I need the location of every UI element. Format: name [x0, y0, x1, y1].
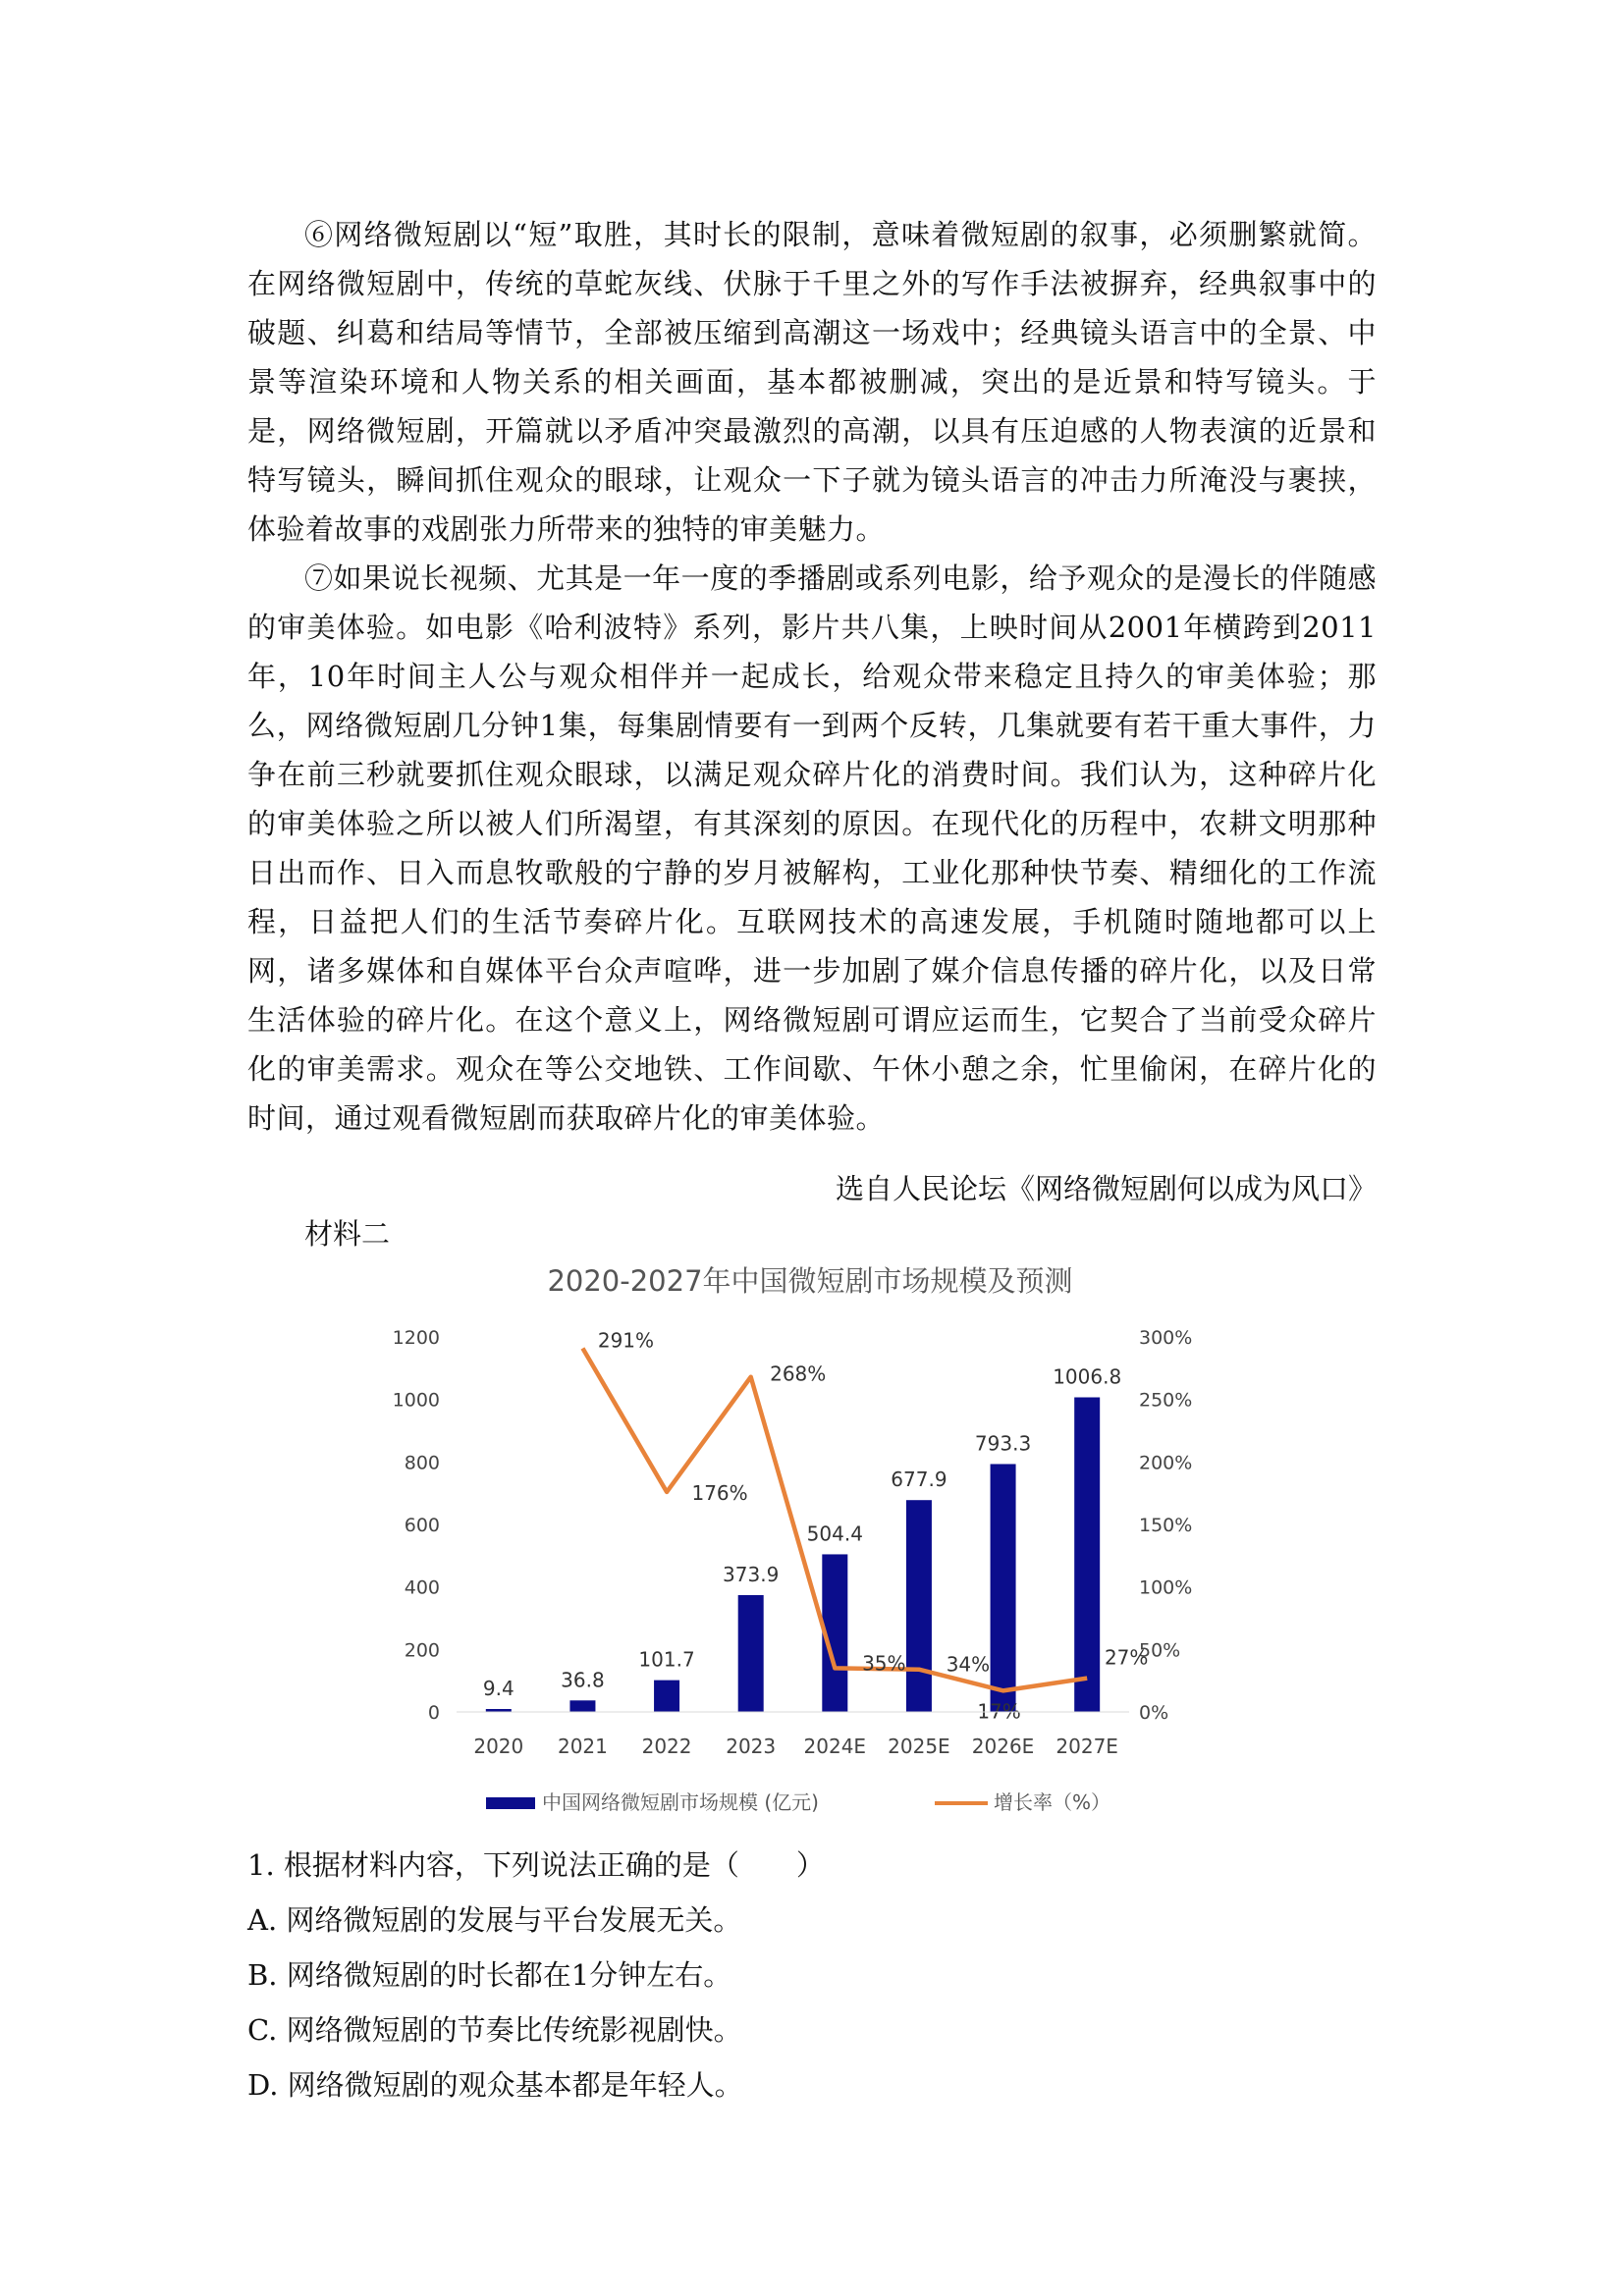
bar-value-label: 101.7 [638, 1647, 695, 1672]
right-tick-label: 250% [1139, 1389, 1193, 1412]
growth-value-label: 35% [862, 1651, 906, 1676]
bar [569, 1700, 595, 1712]
left-axis [393, 1327, 440, 1724]
chart-svg [353, 1252, 1267, 1841]
left-tick-label: 400 [404, 1576, 440, 1599]
bar-value-label: 9.4 [482, 1677, 514, 1701]
bar-value-label: 36.8 [561, 1668, 605, 1692]
growth-value-label: 34% [946, 1652, 991, 1677]
material-label: 材料二 [304, 1217, 391, 1251]
growth-value-label: 176% [691, 1480, 748, 1505]
right-tick-label: 100% [1139, 1576, 1193, 1599]
legend-line-label: 增长率（%） [994, 1790, 1111, 1814]
chart-legend [486, 1790, 1110, 1814]
question-stem-close: ） [795, 1848, 825, 1882]
option-d[interactable]: D. 网络微短剧的观众基本都是年轻人。 [247, 2068, 743, 2102]
right-tick-label: 150% [1139, 1515, 1193, 1536]
left-tick-label: 0 [427, 1702, 440, 1724]
option-a[interactable]: A. 网络微短剧的发展与平台发展无关。 [247, 1903, 742, 1937]
chart-title: 2020-2027年中国微短剧市场规模及预测 [547, 1264, 1073, 1298]
paragraph-7: ⑦如果说长视频、尤其是一年一度的季播剧或系列电影，给予观众的是漫长的伴随感的审美体验。如电影《哈利波特》系列，影片共八集，上映时间从2001年横跨到2011年，10年时间主人公与观众相伴并一起成长，给观众带来稳定且持久的审美体验；那么，网络微短剧几分钟1集，每集剧情要有一到两个反转，几集就要有若干重大事件，力争在前三秒就要抓住观众眼球，以满足观众碎片化的消费时间。我们认为，这种碎片化的审美体验之所以被人们所渴望，有其深刻的原因。在现代化的历程中，农耕文明那种日出而作、日入而息牧歌般的宁静的岁月被解构，工业化那种快节奏、精细化的工作流程，日益把人们的生活节奏碎片化。互联网技术的高速发展，手机随时随地都可以上网，诸多媒体和自媒体平台众声喧哗，进一步加剧了媒介信息传播的碎片化，以及日常生活体验的碎片化。在这个意义上，网络微短剧可谓应运而生，它契合了当前受众碎片化的审美需求。观众在等公交地铁、工作间歇、午休小憩之余，忙里偷闲，在碎片化的时间，通过观看微短剧而获取碎片化的审美体验。 [247, 561, 1377, 1135]
source-citation: 选自人民论坛《网络微短剧何以成为风口》 [835, 1172, 1377, 1205]
left-tick-label: 200 [404, 1639, 440, 1662]
x-tick-label: 2022 [641, 1735, 692, 1758]
left-tick-label: 1200 [392, 1327, 440, 1349]
left-tick-label: 1000 [392, 1389, 440, 1412]
bar-value-label: 677.9 [891, 1468, 947, 1492]
right-tick-label: 200% [1139, 1452, 1193, 1474]
bar [1074, 1398, 1100, 1712]
bar-series [483, 1365, 1121, 1712]
x-tick-label: 2023 [726, 1735, 777, 1758]
question-stem-text: 1. 根据材料内容，下列说法正确的是（ [247, 1848, 739, 1882]
passage [247, 210, 1377, 1143]
right-tick-label: 0% [1139, 1702, 1169, 1724]
legend-bar-swatch [486, 1797, 535, 1809]
x-tick-label: 2026E [971, 1735, 1035, 1758]
option-c[interactable]: C. 网络微短剧的节奏比传统影视剧快。 [247, 2013, 742, 2047]
bar [738, 1595, 764, 1712]
bar-value-label: 1006.8 [1053, 1364, 1122, 1389]
right-tick-label: 50% [1139, 1639, 1181, 1662]
bar [991, 1464, 1016, 1712]
growth-value-label: 27% [1104, 1645, 1149, 1670]
growth-value-label: 17% [977, 1699, 1021, 1724]
left-tick-label: 600 [404, 1515, 440, 1536]
question-1 [247, 1838, 1377, 2112]
x-tick-label: 2024E [803, 1735, 867, 1758]
bar [906, 1500, 932, 1712]
bar [654, 1681, 679, 1712]
question-stem [247, 1838, 1377, 1893]
left-tick-label: 800 [404, 1452, 440, 1474]
legend-bar-label: 中国网络微短剧市场规模 (亿元) [542, 1790, 819, 1814]
paragraph-6: ⑥网络微短剧以“短”取胜，其时长的限制，意味着微短剧的叙事，必须删繁就简。在网络微短剧中，传统的草蛇灰线、伏脉于千里之外的写作手法被摒弃，经典叙事中的破题、纠葛和结局等情节，全部被压缩到高潮这一场戏中；经典镜头语言中的全景、中景等渲染环境和人物关系的相关画面，基本都被删减，突出的是近景和特写镜头。于是，网络微短剧，开篇就以矛盾冲突最激烈的高潮，以具有压迫感的人物表演的近景和特写镜头，瞬间抓住观众的眼球，让观众一下子就为镜头语言的冲击力所淹没与裹挟，体验着故事的戏剧张力所带来的独特的审美魅力。 [247, 218, 1377, 546]
x-axis [457, 1712, 1129, 1758]
option-b[interactable]: B. 网络微短剧的时长都在1分钟左右。 [247, 1958, 732, 1992]
x-tick-label: 2020 [473, 1735, 524, 1758]
x-tick-label: 2021 [557, 1735, 608, 1758]
right-tick-label: 300% [1139, 1327, 1193, 1349]
growth-value-label: 268% [770, 1362, 827, 1386]
bar-value-label: 373.9 [723, 1562, 780, 1586]
x-tick-label: 2025E [888, 1735, 950, 1758]
x-tick-label: 2027E [1056, 1735, 1118, 1758]
bar-value-label: 504.4 [806, 1522, 863, 1546]
market-size-chart [353, 1252, 1267, 1841]
bar-value-label: 793.3 [974, 1431, 1032, 1456]
growth-value-label: 291% [597, 1328, 655, 1353]
